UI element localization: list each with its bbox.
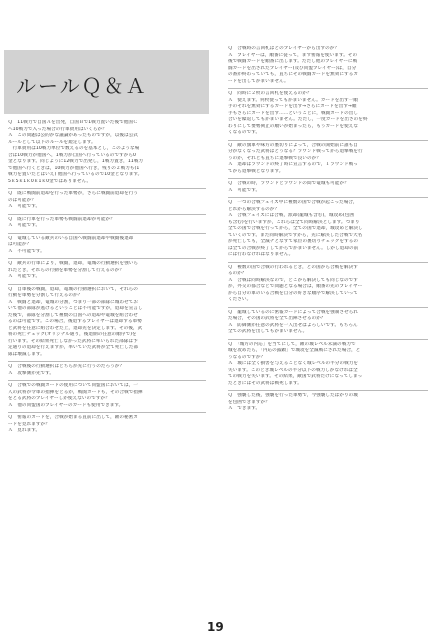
qa-line: Ｑ 既に行軍を行った軍勢も戦闘前退却が可能か？ (8, 216, 115, 222)
qa-line: 定通りの退却を行えますが，率いていた武将が全て死亡した部 (8, 345, 139, 350)
qa-line: Ｑ 籠城しているのに密報カードによって合戦を強制させられ (228, 309, 359, 315)
qa-line: と武将を任意に組合わせた上，退却先を決定します。その後，武 (8, 325, 143, 331)
qa-line: を包囲できますか？ (228, 399, 270, 405)
qa-block (8, 413, 206, 438)
qa-block (228, 308, 428, 340)
qa-line: 金となります。同じように12戦力で出発し，1戦力置き，11戦力 (8, 159, 144, 164)
qa-line: た後で，部隊を分割して複数の自国への退却や篭城を組合わせ (8, 312, 138, 318)
qa-line: いて他の部隊が逃げるということは不可能ですが，退却を宣言し (8, 306, 143, 311)
qa-line: の番が終わっていても，直ちにその戦闘カードを無効にするカ (228, 72, 358, 77)
qa-line: わりにして要勢関止の順いが始まったら，もうカードを使えな (228, 123, 359, 129)
qa-line: も含む)を行いますが，これらは全て同時解決とします。つまり (228, 219, 360, 225)
qa-line: が死亡しても，全滅ナとなすて家臣の裏切りチェックをするの (228, 239, 359, 244)
qa-line: Ｑ 合戦時の言回札はどのプレイヤーから出すのか？ (228, 46, 340, 51)
qa-line: 合いを繰返してもかまいません。ただし，一度カードを出さのを終 (228, 117, 368, 122)
qa-block (8, 259, 206, 285)
qa-line: るのは可能です。この場合，後退するプレイヤーは退却する軍勢 (8, 319, 142, 324)
page-number: 19 (207, 620, 224, 634)
qa-line: Ａ 可能です。 (228, 187, 261, 193)
qa-block (228, 340, 428, 392)
qa-line: 闘カードを出されたプレイヤー(及び同盟プレイヤー)は，自分 (228, 65, 357, 71)
qa-line: うなるのですか？ (228, 354, 266, 360)
qa-block (8, 234, 206, 260)
qa-line: で他国へ行くときは，10戦力が他国へ行き，残りの２戦力も(1 (8, 165, 140, 171)
qa-line: Ａ 城には全く損害を与えることなく城レベルの半分の戦力を (228, 361, 359, 366)
qa-line: れたとき，それらの行動を軍勢を分割して行えるのか？ (8, 267, 124, 273)
qa-block (8, 285, 206, 363)
qa-block (228, 179, 428, 198)
qa-line: Ａ 合戦は同時解決なので，どこから解決しても同じなのです (228, 277, 358, 283)
qa-line: 全ての武将を出してもかまいません。 (228, 329, 308, 334)
qa-line: Ｑ 自軍後の戦闘，退却，篭城の行動選択において，それらの (8, 286, 138, 292)
qa-block (8, 381, 206, 413)
qa-line: Ｑ 敵兵の行軍により，戦闘，退却，篭城の行動選択を強いら (8, 261, 139, 266)
qa-block (228, 391, 428, 416)
qa-line: 行軍費用は10戦力単位で数えるのを基本とし，このような場 (8, 146, 140, 151)
qa-line: Ａ この問題は公的かな議論があったものですが，以後は公式 (8, 133, 138, 138)
qa-line: 5ｋ5ｋ1ｋ0ｋ1ｋ0金ではありません。 (8, 178, 92, 184)
qa-line: 隊は壊滅します。 (8, 351, 45, 357)
qa-line: Ｑ 強襲した後，強襲を行った軍勢で，今強襲したばかりの城 (228, 393, 358, 398)
qa-line: 手もさらにカードを出す……ということに，戦闘カードの出し (228, 110, 359, 116)
qa-block (228, 141, 428, 180)
qa-block (8, 362, 206, 381)
qa-line: Ｑ 密報のカードを，合戦が始まる直前に出して，敵の秘密カ (8, 415, 138, 420)
qa-line: Ａ 攻撃側が先です。 (8, 370, 55, 376)
qa-line: 後で戦闘カードを順番に出します。ただし他のプレイヤーに戦 (228, 59, 358, 64)
qa-line: には行わなければなりません。 (228, 252, 294, 257)
qa-line: ルールとして以下のルールを規定します。 (8, 139, 96, 145)
qa-line: Ａ 可能です。 (8, 204, 41, 209)
qa-line: Ｑ 篭城している敵兵のいる自国へ戦闘前退却や戦闘後退却 (8, 235, 134, 241)
qa-line: 行います。その結果死亡しなかった武将に率いられた部隊は予 (8, 338, 138, 344)
qa-line: Ｑ 敵の旗軍や味方の裏切りによって，合戦の開始前に誰も自 (228, 142, 358, 148)
qa-line: てから退撃戦となります。 (228, 168, 284, 174)
qa-line: Ｑ 一つの合戦フェイズ中に複数の国で合戦が起こった場合， (228, 200, 358, 205)
qa-line: 行動を軍勢を分割して行えるのか？ (8, 293, 83, 298)
qa-line: ードを見れますか？ (8, 421, 50, 427)
qa-line: Ｑ 既に戦闘前退却を行った軍勢が，さらに戦闘前退却を行う (8, 191, 139, 196)
qa-line: Ｑ 複数の国で合戦の行われるとき，どの国から合戦を解決す (228, 264, 358, 270)
qa-line: たときにはその武将は戦死します。 (228, 380, 302, 386)
qa-line: のは可能か？ (8, 197, 36, 203)
qa-line: ての戦力を失います。その結果，敵国で武将だけになってしまっ (228, 374, 363, 379)
title-banner (4, 50, 209, 114)
qa-line: どれから解決するのか？ (228, 206, 280, 212)
qa-line: Ａ プレイヤーは，順番に従って，まず密報を使います。その (228, 52, 358, 58)
qa-line: Ｑ 「城方の内応」を当てにして，敵の城レベル未満の戦力で (228, 341, 356, 347)
qa-line: 戦力を置いたとはいえ) 他国へ行っているので10金となります。 (8, 172, 143, 177)
qa-line: Ａ 見れます。 (8, 428, 41, 433)
qa-line: 全ての国で合戦を行ってから，全ての国で退却，城攻めと解決し (228, 226, 363, 231)
page-title: ルールＱ＆Ａ (16, 74, 148, 98)
qa-line: 合は10戦力が他国へ，1戦力が自国へ行っているのですから0 (8, 152, 136, 158)
qa-line: Ｑ 合戦後の行動選択はどちらが先に行うのだろうか？ (8, 364, 125, 369)
qa-line: Ａ 不可能です。 (8, 248, 45, 254)
qa-line: Ａ 戦闘と退却，篭城の分割，つまり一部の部隊に城わせてお (8, 299, 139, 305)
qa-line: ください。 (228, 297, 252, 302)
qa-line: Ｑ 11戦力で自国Ａを出発，自国Ｂで1戦力置いた後で他国Ｃ (8, 120, 138, 125)
qa-block (8, 215, 206, 234)
qa-line: 城を攻めたら，「内応の露顕」で城攻を全滅戦にされた場合，ど (228, 348, 361, 353)
right-column (228, 44, 428, 416)
qa-line: た場合，その国の武将を全て出陣させるのか？ (228, 316, 326, 321)
left-column (8, 118, 206, 438)
qa-line: るのか？ (228, 271, 247, 276)
qa-line: Ｑ 合戦での戦闘カードの使用について同盟国においては，一 (8, 383, 138, 388)
qa-line: 人の武将が令軍の指揮をとるが，戦闘カードも，その合戦で指揮 (8, 389, 143, 395)
qa-line: うのか，それとも直ちに退撃戦で良いのか？ (228, 155, 321, 161)
qa-line: 将の死亡チェック(オリジナル通り，後退側の任意の順序で)を (8, 332, 137, 337)
qa-line: は全ての合戦が終了してからでかまいません。しかし退却の前 (228, 245, 359, 251)
qa-line: くなるのです。 (228, 130, 261, 135)
qa-block (228, 263, 428, 308)
qa-line: から自分の軍のいる合戦を自分の好きな順序で解決していって (228, 290, 359, 296)
qa-line: Ａ 合戦フェイズには合戦，派却(籠城も含む)，城攻め(包囲 (228, 213, 354, 218)
qa-block (8, 118, 206, 189)
qa-line: Ａ 他の同盟国のプレイヤーのカードも使用できます。 (8, 402, 124, 408)
qa-block (228, 89, 428, 141)
qa-line: Ｑ 合戦の時，ラウンドとラウンドの間で篭城も可能か？ (228, 181, 349, 186)
qa-block (8, 189, 206, 215)
qa-line: Ａ 防御側が任意の武将を一人出せばよろしいです。もちろん (228, 322, 358, 328)
qa-line: 分がなくなった武将はどうなる？ラウンド戦ってから退撃戦を行 (228, 149, 363, 154)
qa-line: ていくのです。また同時解決ですから，先に解決した合戦で大名 (228, 232, 363, 238)
qa-line: Ａ 可能です。 (8, 223, 41, 228)
qa-line: 手のそれを無効にするカードを出す→さらにカードを出す→順 (228, 104, 357, 109)
qa-line: ードを出してかまいません。 (228, 78, 289, 84)
qa-line: へ10戦力で入った場合の行軍費用はいくらか？ (8, 126, 107, 132)
qa-line: Ａ 退却はラウンドの終了時に宣言するので，１ラウンド戦っ (228, 162, 358, 167)
qa-line: Ｑ 同時に２枚の言回札を使えるのか？ (228, 91, 312, 96)
qa-line: Ａ 可能です。 (8, 274, 41, 279)
qa-block (228, 44, 428, 89)
qa-line: をとる武将のプレイヤーしか使えないのですか？ (8, 396, 110, 401)
qa-line: は可能か？ (8, 242, 32, 247)
qa-line: 失います。このとき城レベルの半分以下の戦力しかなければ全 (228, 367, 358, 373)
qa-line: が，外交の都合などで問題となる場合は，順番の先のプレイヤー (228, 284, 363, 289)
qa-line: Ａ 使えます。何枚使ってもかまいません。カードを出す一順 (228, 97, 358, 103)
qa-line: Ａ できます。 (228, 406, 261, 411)
qa-block (228, 198, 428, 263)
